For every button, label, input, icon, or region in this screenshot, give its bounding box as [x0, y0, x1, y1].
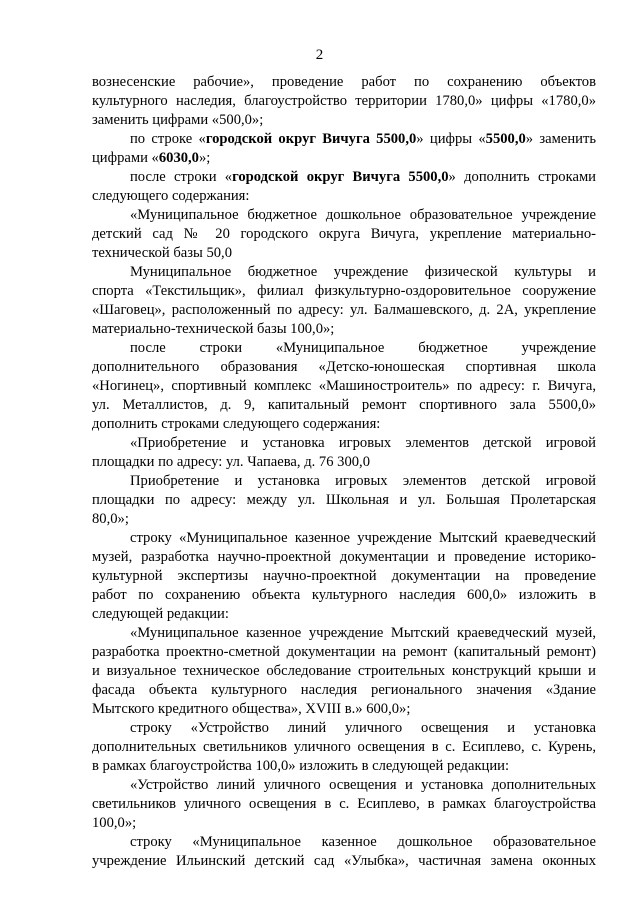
text-line — [92, 225, 596, 244]
text-run: дополнить строками следующего содержания: — [92, 416, 381, 432]
text-line — [92, 700, 596, 719]
text-line — [92, 548, 596, 567]
text-run: культурной экспертизы научно-проектной документации на проведение — [92, 568, 596, 584]
text-run: дополнительного образования «Детско-юношеская спортивная школа — [92, 359, 596, 375]
text-line — [92, 586, 596, 605]
text-line — [92, 92, 596, 111]
text-run: культурного наследия, благоустройство территории 1780,0» цифры «1780,0» — [92, 93, 596, 109]
text-line — [130, 434, 596, 453]
text-run: «Муниципальное бюджетное дошкольное образовательное учреждение — [130, 207, 596, 223]
text-line — [130, 130, 596, 149]
text-run: цифрами « — [92, 150, 159, 166]
text-line — [92, 73, 596, 92]
text-line — [92, 453, 596, 472]
text-run: »; — [198, 150, 211, 166]
text-line — [92, 814, 596, 833]
text-line — [92, 567, 596, 586]
text-run: технической базы 50,0 — [92, 245, 233, 261]
text-run: заменить цифрами «500,0»; — [92, 112, 264, 128]
text-run: музей, разработка научно-проектной документации и проведение историко- — [92, 549, 596, 565]
text-run: площадки по адресу: ул. Чапаева, д. 76 300,0 — [92, 454, 371, 470]
text-run: строку «Муниципальное казенное учреждение Мытский краеведческий — [130, 530, 596, 546]
page-number: 2 — [315, 47, 324, 63]
text-line — [130, 168, 596, 187]
text-run: в рамках благоустройства 100,0» изложить в следующей редакции: — [92, 758, 510, 774]
text-run: строку «Устройство линий уличного освещения и установка — [130, 720, 596, 736]
text-line — [92, 320, 596, 339]
text-line — [92, 187, 596, 206]
text-line — [130, 339, 596, 358]
text-run: Приобретение и установка игровых элементов детской игровой — [130, 473, 596, 489]
text-run: и визуальное техническое обследование строительных конструкций крыши и — [92, 663, 596, 679]
text-run: 100,0»; — [92, 815, 137, 831]
text-line — [130, 263, 596, 282]
text-run: вознесенские рабочие», проведение работ по сохранению объектов — [92, 74, 596, 90]
text-line — [130, 206, 596, 225]
text-line — [130, 529, 596, 548]
text-run: следующего содержания: — [92, 188, 250, 204]
text-line — [92, 415, 596, 434]
text-run: «Устройство линий уличного освещения и установка дополнительных — [130, 777, 596, 793]
bold-text: городской округ Вичуга 5500,0 — [232, 169, 449, 185]
text-run: «Муниципальное казенное учреждение Мытский краеведческий музей, — [130, 625, 596, 641]
text-run: спорта «Текстильщик», филиал физкультурно-оздоровительное сооружение — [92, 283, 596, 299]
text-run: детский сад № 20 городского округа Вичуга, укрепление материально- — [92, 226, 596, 242]
text-line — [92, 510, 596, 529]
text-run: материально-технической базы 100,0»; — [92, 321, 335, 337]
text-run: учреждение Ильинский детский сад «Улыбка», частичная замена оконных — [92, 853, 596, 869]
text-run: «Шаговец», расположенный по адресу: ул. Балмашевского, д. 2А, укрепление — [92, 302, 596, 318]
text-line — [130, 833, 596, 852]
text-run: строку «Муниципальное казенное дошкольное образовательное — [130, 834, 596, 850]
text-line — [92, 681, 596, 700]
text-line — [130, 472, 596, 491]
text-run: следующей редакции: — [92, 606, 229, 622]
text-run: после строки « — [130, 169, 233, 185]
text-run: «Приобретение и установка игровых элементов детской игровой — [130, 435, 596, 451]
text-line — [92, 282, 596, 301]
bold-text: 5500,0 — [485, 131, 526, 147]
text-line — [130, 719, 596, 738]
text-line — [92, 662, 596, 681]
text-run: Муниципальное бюджетное учреждение физической культуры и — [130, 264, 596, 280]
text-line — [130, 624, 596, 643]
text-run: по строке « — [130, 131, 206, 147]
text-line — [92, 301, 596, 320]
text-line — [92, 111, 596, 130]
text-run: работ по сохранению объекта культурного наследия 600,0» изложить в — [92, 587, 596, 603]
text-run: после строки «Муниципальное бюджетное учреждение — [130, 340, 596, 356]
text-run: » цифры « — [416, 131, 486, 147]
text-line — [92, 605, 596, 624]
text-run: площадки по адресу: между ул. Школьная и ул. Большая Пролетарская — [92, 492, 596, 508]
text-line — [92, 149, 596, 168]
text-run: 80,0»; — [92, 511, 129, 527]
text-line — [92, 358, 596, 377]
text-run: Мытского кредитного общества», XVIII в.» 600,0»; — [92, 701, 411, 717]
text-line — [130, 776, 596, 795]
text-line — [92, 852, 596, 871]
text-run: ул. Металлистов, д. 9, капитальный ремонт спортивного зала 5500,0» — [92, 397, 596, 413]
text-run: дополнительных светильников уличного освещения в с. Есиплево, с. Курень, — [92, 739, 596, 755]
text-run: фасада объекта культурного наследия регионального значения «Здание — [92, 682, 596, 698]
bold-text: 6030,0 — [158, 150, 199, 166]
text-run: светильников уличного освещения в с. Есиплево, в рамках благоустройства — [92, 796, 596, 812]
text-line — [92, 491, 596, 510]
bold-text: городской округ Вичуга 5500,0 — [205, 131, 417, 147]
text-line — [92, 244, 596, 263]
text-run: разработка проектно-сметной документации на ремонт (капитальный ремонт) — [92, 644, 596, 660]
text-line — [92, 738, 596, 757]
text-line — [92, 377, 596, 396]
text-run: » заменить — [525, 131, 596, 147]
text-line — [92, 643, 596, 662]
text-line — [92, 757, 596, 776]
text-line — [92, 396, 596, 415]
text-run: » дополнить строками — [448, 169, 596, 185]
text-line — [92, 795, 596, 814]
text-run: «Ногинец», спортивный комплекс «Машиностроитель» по адресу: г. Вичуга, — [92, 378, 596, 394]
